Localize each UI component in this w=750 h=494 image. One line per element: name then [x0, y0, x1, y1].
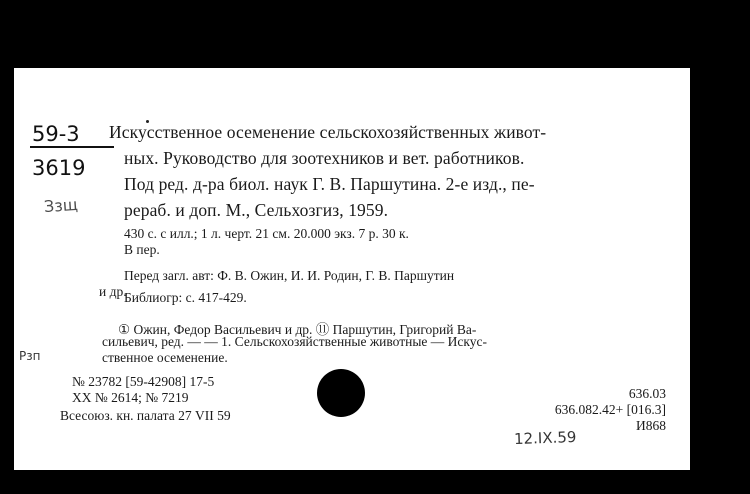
authors-note-line-1: Перед загл. авт: Ф. В. Ожин, И. И. Родин, Г. В. Паршутин [124, 268, 455, 283]
call-number-top: 59-3 [32, 122, 80, 146]
call-number-divider [30, 146, 114, 148]
chamber-stamp: Всесоюз. кн. палата 27 VII 59 [60, 408, 231, 423]
title-line-1: Искусственное осеменение сельскохозяйственных живот- [109, 122, 547, 142]
collation-line-1: 430 с. с илл.; 1 л. черт. 21 см. 20.000 экз. 7 р. 30 к. [124, 226, 409, 241]
collation-line-2: В пер. [124, 242, 160, 257]
author-mark: И868 [636, 418, 666, 433]
classification-udc: 636.03 [628, 386, 666, 401]
handwritten-date: 12.IX.59 [513, 427, 577, 449]
call-number-bottom: 3619 [32, 156, 86, 180]
catalog-card [14, 68, 690, 470]
title-line-4: рераб. и доп. М., Сельхозгиз, 1959. [124, 200, 389, 220]
record-number-1: № 23782 [59-42908] 17-5 [72, 374, 215, 389]
authors-note-line-2: и др. [99, 284, 127, 299]
title-line-2: ных. Руководство для зоотехников и вет. работников. [124, 148, 525, 168]
tracing-line-3: ственное осеменение. [102, 350, 228, 365]
title-line-3: Под ред. д-ра биол. наук Г. В. Паршутина. 2-е изд., пе- [124, 174, 535, 194]
handwritten-note: Ззщ [43, 194, 79, 217]
punch-hole [317, 369, 365, 417]
bibliography: Библиогр: с. 417-429. [124, 290, 247, 305]
record-number-2: XX № 2614; № 7219 [72, 390, 189, 405]
classification-secondary: 636.082.42+ [016.3] [554, 402, 666, 417]
tracing-line-1: ① Ожин, Федор Васильевич и др. ⑪ Паршутин, Григорий Ва- [118, 322, 477, 337]
tracing-line-2: сильевич, ред. — — 1. Сельскохозяйственные животные — Искус- [102, 334, 488, 349]
rzp-mark: Рзп [19, 349, 41, 363]
